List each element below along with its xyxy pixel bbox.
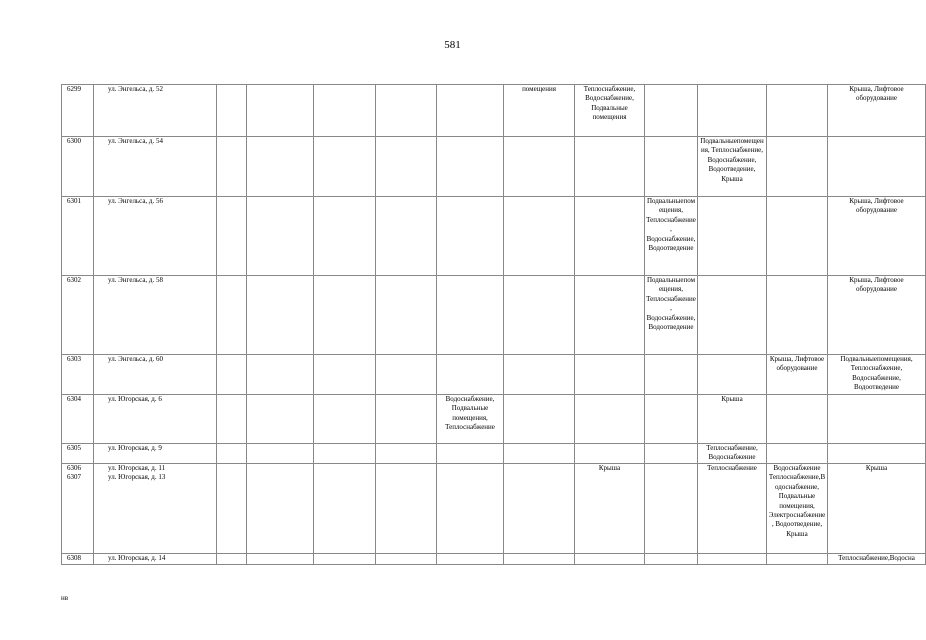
empty-cell	[437, 137, 504, 197]
address-cell	[94, 395, 217, 444]
row-number-cell	[62, 444, 94, 464]
empty-cell	[314, 197, 376, 276]
empty-cell	[828, 444, 926, 464]
empty-cell	[645, 355, 698, 395]
empty-cell	[698, 85, 767, 137]
work-type-cell: Крыша, Лифтовое оборудование	[828, 197, 926, 276]
table-row	[62, 197, 926, 276]
empty-cell	[437, 444, 504, 464]
empty-cell	[767, 137, 828, 197]
empty-cell	[247, 137, 314, 197]
empty-cell	[575, 444, 645, 464]
table-row	[62, 395, 926, 444]
table-row	[62, 444, 926, 464]
schedule-table-wrapper	[61, 84, 915, 565]
empty-cell	[504, 395, 575, 444]
row-number-cell	[62, 464, 94, 554]
empty-cell	[314, 464, 376, 554]
empty-cell	[698, 276, 767, 355]
row-number-cell	[62, 137, 94, 197]
empty-cell	[376, 355, 437, 395]
row-number-cell	[62, 276, 94, 355]
empty-cell	[247, 395, 314, 444]
address: ул. Югорская, д. 9	[108, 444, 162, 452]
row-number-cell	[62, 355, 94, 395]
empty-cell	[247, 464, 314, 554]
row-number: 6301	[67, 197, 81, 205]
empty-cell	[767, 554, 828, 565]
address: ул. Энгельса, д. 54	[108, 137, 163, 145]
address: ул. Энгельса, д. 58	[108, 276, 163, 284]
page-number: 581	[444, 39, 461, 51]
address: ул. Югорская, д. 13	[108, 473, 166, 482]
empty-cell	[314, 554, 376, 565]
table-row	[62, 464, 926, 554]
address: ул. Энгельса, д. 60	[108, 355, 163, 363]
address-cell	[94, 444, 217, 464]
work-type-cell: Крыша, Лифтовое оборудование	[767, 355, 828, 395]
address-cell	[94, 554, 217, 565]
empty-cell	[217, 355, 247, 395]
address-cell	[94, 137, 217, 197]
empty-cell	[645, 464, 698, 554]
empty-cell	[575, 197, 645, 276]
work-type-cell: помещения	[504, 85, 575, 137]
empty-cell	[314, 444, 376, 464]
empty-cell	[247, 444, 314, 464]
work-type-cell: Крыша	[828, 464, 926, 554]
row-number-cell	[62, 197, 94, 276]
address-cell	[94, 464, 217, 554]
empty-cell	[247, 554, 314, 565]
row-number: 6299	[67, 85, 81, 93]
work-type-cell: Подвальныепомещения, Теплоснабжение, Водоснабжение, Водоотведение	[828, 355, 926, 395]
table-row	[62, 85, 926, 137]
work-type-cell: Крыша	[698, 395, 767, 444]
empty-cell	[376, 197, 437, 276]
empty-cell	[376, 395, 437, 444]
empty-cell	[376, 444, 437, 464]
work-type-cell: Крыша	[575, 464, 645, 554]
empty-cell	[698, 554, 767, 565]
empty-cell	[504, 197, 575, 276]
footer-note: нв	[61, 594, 69, 602]
empty-cell	[247, 355, 314, 395]
address: ул. Энгельса, д. 52	[108, 85, 163, 93]
empty-cell	[504, 464, 575, 554]
row-number: 6307	[67, 473, 81, 482]
empty-cell	[314, 85, 376, 137]
empty-cell	[217, 464, 247, 554]
row-number: 6305	[67, 444, 81, 452]
work-type-cell: Подвальныепомещения, Теплоснабжение, Водоснабжение, Водоотведение	[645, 276, 698, 355]
empty-cell	[247, 197, 314, 276]
empty-cell	[437, 276, 504, 355]
row-number-cell	[62, 395, 94, 444]
empty-cell	[217, 85, 247, 137]
table-row	[62, 554, 926, 565]
work-type-cell: Теплоснабжение,Водосна	[828, 554, 926, 565]
empty-cell	[828, 395, 926, 444]
work-type-cell: Подвальныепомещения, Теплоснабжение, Водоснабжение, Водоотведение	[645, 197, 698, 276]
address: ул. Югорская, д. 11	[108, 464, 166, 472]
empty-cell	[504, 554, 575, 565]
empty-cell	[767, 276, 828, 355]
empty-cell	[645, 554, 698, 565]
row-number: 6303	[67, 355, 81, 363]
empty-cell	[376, 554, 437, 565]
empty-cell	[437, 85, 504, 137]
empty-cell	[217, 137, 247, 197]
address: ул. Югорская, д. 6	[108, 395, 162, 403]
work-type-cell: Теплоснабжение, Водоснабжение, Подвальные помещения	[575, 85, 645, 137]
empty-cell	[575, 554, 645, 565]
empty-cell	[767, 395, 828, 444]
empty-cell	[314, 355, 376, 395]
empty-cell	[698, 197, 767, 276]
work-type-cell: Теплоснабжение	[698, 464, 767, 554]
row-number: 6304	[67, 395, 81, 403]
empty-cell	[645, 395, 698, 444]
work-type-cell: Крыша, Лифтовое оборудование	[828, 276, 926, 355]
work-type-cell: Крыша, Лифтовое оборудование	[828, 85, 926, 137]
empty-cell	[376, 137, 437, 197]
row-number-cell	[62, 554, 94, 565]
empty-cell	[437, 355, 504, 395]
empty-cell	[504, 444, 575, 464]
empty-cell	[437, 554, 504, 565]
empty-cell	[645, 444, 698, 464]
empty-cell	[376, 464, 437, 554]
row-number: 6302	[67, 276, 81, 284]
empty-cell	[247, 276, 314, 355]
row-number-cell	[62, 85, 94, 137]
empty-cell	[575, 395, 645, 444]
empty-cell	[504, 137, 575, 197]
work-type-cell: Подвальныепомещения, Теплоснабжение, Водоснабжение, Водоотведение, Крыша	[698, 137, 767, 197]
address-cell	[94, 85, 217, 137]
work-type-cell: Водоснабжение, Подвальные помещения, Теплоснабжение	[437, 395, 504, 444]
work-type-cell: Водоснабжение Теплоснабжение,Водоснабжение, Подвальные помещения, Электроснабжение, Водоотведение, Крыша	[767, 464, 828, 554]
empty-cell	[217, 395, 247, 444]
table-row	[62, 276, 926, 355]
empty-cell	[217, 554, 247, 565]
empty-cell	[767, 197, 828, 276]
row-number: 6306	[67, 464, 81, 472]
schedule-table	[61, 84, 926, 565]
address: ул. Югорская, д. 14	[108, 554, 166, 562]
row-number: 6300	[67, 137, 81, 145]
empty-cell	[376, 85, 437, 137]
empty-cell	[437, 197, 504, 276]
empty-cell	[314, 276, 376, 355]
address-cell	[94, 276, 217, 355]
empty-cell	[645, 85, 698, 137]
empty-cell	[575, 276, 645, 355]
table-row	[62, 137, 926, 197]
empty-cell	[247, 85, 314, 137]
empty-cell	[767, 85, 828, 137]
address: ул. Энгельса, д. 56	[108, 197, 163, 205]
empty-cell	[698, 355, 767, 395]
empty-cell	[217, 444, 247, 464]
empty-cell	[645, 137, 698, 197]
empty-cell	[314, 395, 376, 444]
empty-cell	[767, 444, 828, 464]
empty-cell	[314, 137, 376, 197]
empty-cell	[575, 137, 645, 197]
address-cell	[94, 355, 217, 395]
work-type-cell: Теплоснабжение, Водоснабжение	[698, 444, 767, 464]
table-row	[62, 355, 926, 395]
empty-cell	[217, 276, 247, 355]
empty-cell	[437, 464, 504, 554]
row-number: 6308	[67, 554, 81, 562]
address-cell	[94, 197, 217, 276]
empty-cell	[504, 355, 575, 395]
empty-cell	[504, 276, 575, 355]
empty-cell	[575, 355, 645, 395]
table-body	[62, 85, 926, 565]
empty-cell	[217, 197, 247, 276]
empty-cell	[828, 137, 926, 197]
empty-cell	[376, 276, 437, 355]
